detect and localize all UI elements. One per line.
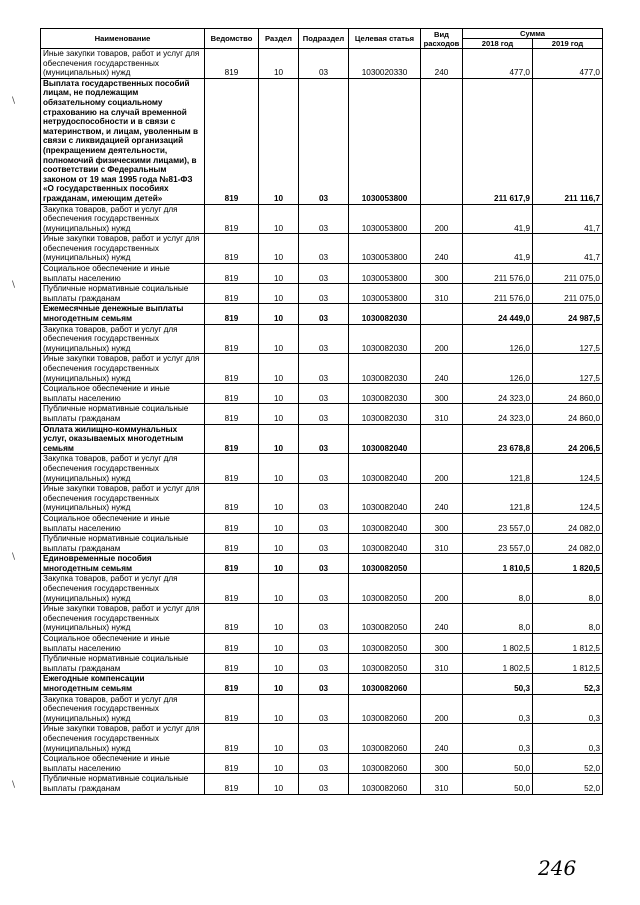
row-sum-2018: 477,0 <box>463 49 533 79</box>
row-celevaya: 1030082050 <box>349 654 421 674</box>
row-name: Ежемесячные денежные выплаты многодетным семьям <box>41 304 205 324</box>
table-row <box>41 654 603 674</box>
row-vid: 300 <box>421 513 463 533</box>
row-podrazdel: 03 <box>299 234 349 264</box>
row-vid: 310 <box>421 774 463 794</box>
row-razdel: 10 <box>259 404 299 424</box>
row-name: Выплата государственных пособий лицам, не подлежащим обязательному социальному страхованию на случай временной нетрудоспособности и в связи с материнством, и лицам, уволенным в связи с ликвидацией организаций (прекращением деятельности, полномочий физическими лицами), в соответствии с Федеральным законом от 19 мая 1995 года №81-ФЗ «О государственных пособиях гражданам, имеющим детей» <box>41 78 205 204</box>
table-row <box>41 234 603 264</box>
row-razdel: 10 <box>259 634 299 654</box>
row-vid: 300 <box>421 754 463 774</box>
row-razdel: 10 <box>259 754 299 774</box>
row-celevaya: 1030082040 <box>349 513 421 533</box>
row-name: Социальное обеспечение и иные выплаты населению <box>41 264 205 284</box>
row-vedomstvo: 819 <box>205 534 259 554</box>
row-podrazdel: 03 <box>299 513 349 533</box>
row-sum-2018: 23 678,8 <box>463 424 533 454</box>
row-celevaya: 1030082050 <box>349 554 421 574</box>
row-sum-2019: 24 082,0 <box>533 534 603 554</box>
budget-table <box>40 28 603 795</box>
row-sum-2019: 211 075,0 <box>533 264 603 284</box>
row-podrazdel: 03 <box>299 674 349 694</box>
row-podrazdel: 03 <box>299 204 349 234</box>
table-row <box>41 49 603 79</box>
table-row <box>41 774 603 794</box>
row-sum-2018: 50,0 <box>463 754 533 774</box>
row-vid: 310 <box>421 404 463 424</box>
row-sum-2019: 52,0 <box>533 774 603 794</box>
row-razdel: 10 <box>259 424 299 454</box>
row-sum-2018: 50,3 <box>463 674 533 694</box>
table-row-section <box>41 304 603 324</box>
row-vedomstvo: 819 <box>205 204 259 234</box>
row-razdel: 10 <box>259 724 299 754</box>
row-razdel: 10 <box>259 384 299 404</box>
row-razdel: 10 <box>259 284 299 304</box>
row-podrazdel: 03 <box>299 264 349 284</box>
row-razdel: 10 <box>259 78 299 204</box>
row-celevaya: 1030082030 <box>349 324 421 354</box>
row-vedomstvo: 819 <box>205 234 259 264</box>
table-row-section <box>41 78 603 204</box>
row-podrazdel: 03 <box>299 604 349 634</box>
row-vedomstvo: 819 <box>205 454 259 484</box>
row-sum-2019: 127,5 <box>533 324 603 354</box>
row-sum-2019: 8,0 <box>533 574 603 604</box>
row-vid: 200 <box>421 204 463 234</box>
row-sum-2018: 41,9 <box>463 204 533 234</box>
row-podrazdel: 03 <box>299 454 349 484</box>
table-row <box>41 534 603 554</box>
row-celevaya: 1030082030 <box>349 354 421 384</box>
row-razdel: 10 <box>259 484 299 514</box>
row-vid: 200 <box>421 574 463 604</box>
row-vid: 240 <box>421 484 463 514</box>
row-celevaya: 1030082060 <box>349 754 421 774</box>
row-name: Публичные нормативные социальные выплаты гражданам <box>41 654 205 674</box>
row-celevaya: 1030082050 <box>349 574 421 604</box>
row-vedomstvo: 819 <box>205 304 259 324</box>
row-name: Закупка товаров, работ и услуг для обеспечения государственных (муниципальных) нужд <box>41 204 205 234</box>
row-celevaya: 1030053800 <box>349 284 421 304</box>
row-razdel: 10 <box>259 513 299 533</box>
row-sum-2018: 121,8 <box>463 484 533 514</box>
row-celevaya: 1030082040 <box>349 454 421 484</box>
row-razdel: 10 <box>259 774 299 794</box>
row-name: Публичные нормативные социальные выплаты гражданам <box>41 404 205 424</box>
row-sum-2018: 8,0 <box>463 604 533 634</box>
col-summa-header: Сумма <box>463 29 603 39</box>
row-vedomstvo: 819 <box>205 78 259 204</box>
row-podrazdel: 03 <box>299 654 349 674</box>
table-row <box>41 574 603 604</box>
row-sum-2019: 477,0 <box>533 49 603 79</box>
row-sum-2018: 1 802,5 <box>463 654 533 674</box>
row-celevaya: 1030082030 <box>349 404 421 424</box>
row-vedomstvo: 819 <box>205 49 259 79</box>
row-sum-2019: 0,3 <box>533 694 603 724</box>
row-vid <box>421 554 463 574</box>
row-vedomstvo: 819 <box>205 513 259 533</box>
row-name: Социальное обеспечение и иные выплаты населению <box>41 754 205 774</box>
row-podrazdel: 03 <box>299 354 349 384</box>
row-name: Иные закупки товаров, работ и услуг для обеспечения государственных (муниципальных) нужд <box>41 724 205 754</box>
col-name-header: Наименование <box>41 29 205 49</box>
row-sum-2018: 23 557,0 <box>463 513 533 533</box>
row-vid: 300 <box>421 264 463 284</box>
row-podrazdel: 03 <box>299 78 349 204</box>
row-celevaya: 1030082050 <box>349 604 421 634</box>
row-vedomstvo: 819 <box>205 264 259 284</box>
row-vedomstvo: 819 <box>205 654 259 674</box>
row-razdel: 10 <box>259 264 299 284</box>
row-razdel: 10 <box>259 674 299 694</box>
row-sum-2018: 211 576,0 <box>463 264 533 284</box>
row-vid: 200 <box>421 694 463 724</box>
row-celevaya: 1030020330 <box>349 49 421 79</box>
row-podrazdel: 03 <box>299 724 349 754</box>
row-sum-2018: 126,0 <box>463 354 533 384</box>
row-vid: 240 <box>421 604 463 634</box>
margin-mark: \ <box>12 96 16 106</box>
row-name: Закупка товаров, работ и услуг для обеспечения государственных (муниципальных) нужд <box>41 454 205 484</box>
row-name: Ежегодные компенсации многодетным семьям <box>41 674 205 694</box>
row-vedomstvo: 819 <box>205 324 259 354</box>
row-podrazdel: 03 <box>299 284 349 304</box>
table-row <box>41 754 603 774</box>
row-sum-2018: 8,0 <box>463 574 533 604</box>
margin-mark: \ <box>12 780 16 790</box>
row-sum-2019: 24 860,0 <box>533 384 603 404</box>
row-name: Социальное обеспечение и иные выплаты населению <box>41 513 205 533</box>
table-row <box>41 513 603 533</box>
table-row-section <box>41 424 603 454</box>
row-celevaya: 1030082030 <box>349 304 421 324</box>
row-celevaya: 1030053800 <box>349 264 421 284</box>
row-vedomstvo: 819 <box>205 754 259 774</box>
row-vedomstvo: 819 <box>205 284 259 304</box>
table-row <box>41 724 603 754</box>
row-podrazdel: 03 <box>299 574 349 604</box>
row-vid: 200 <box>421 324 463 354</box>
row-podrazdel: 03 <box>299 424 349 454</box>
row-razdel: 10 <box>259 454 299 484</box>
table-row <box>41 354 603 384</box>
row-sum-2019: 1 812,5 <box>533 634 603 654</box>
row-name: Закупка товаров, работ и услуг для обеспечения государственных (муниципальных) нужд <box>41 324 205 354</box>
row-celevaya: 1030082040 <box>349 484 421 514</box>
margin-mark: \ <box>12 280 16 290</box>
row-vid: 300 <box>421 384 463 404</box>
row-sum-2019: 124,5 <box>533 454 603 484</box>
row-celevaya: 1030082030 <box>349 384 421 404</box>
row-sum-2019: 211 075,0 <box>533 284 603 304</box>
row-podrazdel: 03 <box>299 774 349 794</box>
row-podrazdel: 03 <box>299 534 349 554</box>
table-row <box>41 634 603 654</box>
table-row <box>41 204 603 234</box>
row-vid: 240 <box>421 354 463 384</box>
page-number: 246 <box>538 856 577 880</box>
row-vid: 240 <box>421 234 463 264</box>
row-sum-2019: 24 860,0 <box>533 404 603 424</box>
row-sum-2019: 127,5 <box>533 354 603 384</box>
row-podrazdel: 03 <box>299 384 349 404</box>
row-sum-2019: 41,7 <box>533 234 603 264</box>
row-celevaya: 1030082060 <box>349 674 421 694</box>
row-sum-2018: 1 802,5 <box>463 634 533 654</box>
row-vid: 310 <box>421 654 463 674</box>
row-sum-2018: 211 576,0 <box>463 284 533 304</box>
row-podrazdel: 03 <box>299 694 349 724</box>
row-vedomstvo: 819 <box>205 724 259 754</box>
row-sum-2018: 24 323,0 <box>463 404 533 424</box>
table-row <box>41 604 603 634</box>
row-vedomstvo: 819 <box>205 404 259 424</box>
row-sum-2019: 52,3 <box>533 674 603 694</box>
table-row <box>41 484 603 514</box>
row-sum-2018: 41,9 <box>463 234 533 264</box>
margin-mark: \ <box>12 552 16 562</box>
row-vedomstvo: 819 <box>205 694 259 724</box>
row-vedomstvo: 819 <box>205 604 259 634</box>
row-sum-2018: 0,3 <box>463 724 533 754</box>
row-sum-2018: 24 449,0 <box>463 304 533 324</box>
table-body <box>41 49 603 795</box>
row-razdel: 10 <box>259 604 299 634</box>
table-row-section <box>41 674 603 694</box>
col-podrazdel-header: Подраздел <box>299 29 349 49</box>
table-row <box>41 324 603 354</box>
row-sum-2018: 24 323,0 <box>463 384 533 404</box>
col-year1-header: 2018 год <box>463 39 533 49</box>
row-sum-2019: 52,0 <box>533 754 603 774</box>
row-celevaya: 1030053800 <box>349 234 421 264</box>
row-name: Иные закупки товаров, работ и услуг для обеспечения государственных (муниципальных) нужд <box>41 49 205 79</box>
row-vedomstvo: 819 <box>205 574 259 604</box>
row-sum-2018: 121,8 <box>463 454 533 484</box>
row-razdel: 10 <box>259 554 299 574</box>
row-vid: 240 <box>421 724 463 754</box>
row-celevaya: 1030082060 <box>349 694 421 724</box>
row-podrazdel: 03 <box>299 49 349 79</box>
row-sum-2019: 8,0 <box>533 604 603 634</box>
row-podrazdel: 03 <box>299 484 349 514</box>
row-vedomstvo: 819 <box>205 634 259 654</box>
col-vid-header: Вид расходов <box>421 29 463 49</box>
row-name: Закупка товаров, работ и услуг для обеспечения государственных (муниципальных) нужд <box>41 574 205 604</box>
row-sum-2019: 211 116,7 <box>533 78 603 204</box>
row-podrazdel: 03 <box>299 324 349 354</box>
row-name: Публичные нормативные социальные выплаты гражданам <box>41 774 205 794</box>
row-celevaya: 1030082060 <box>349 724 421 754</box>
row-celevaya: 1030053800 <box>349 78 421 204</box>
row-razdel: 10 <box>259 694 299 724</box>
row-name: Иные закупки товаров, работ и услуг для обеспечения государственных (муниципальных) нужд <box>41 604 205 634</box>
row-razdel: 10 <box>259 534 299 554</box>
row-razdel: 10 <box>259 234 299 264</box>
row-razdel: 10 <box>259 204 299 234</box>
table-row <box>41 404 603 424</box>
row-celevaya: 1030082050 <box>349 634 421 654</box>
row-razdel: 10 <box>259 49 299 79</box>
row-name: Иные закупки товаров, работ и услуг для обеспечения государственных (муниципальных) нужд <box>41 484 205 514</box>
row-sum-2019: 24 206,5 <box>533 424 603 454</box>
row-name: Иные закупки товаров, работ и услуг для обеспечения государственных (муниципальных) нужд <box>41 234 205 264</box>
header-row <box>41 29 603 39</box>
row-vid: 310 <box>421 534 463 554</box>
col-vedomstvo-header: Ведомство <box>205 29 259 49</box>
row-name: Публичные нормативные социальные выплаты гражданам <box>41 534 205 554</box>
row-sum-2019: 41,7 <box>533 204 603 234</box>
row-vedomstvo: 819 <box>205 424 259 454</box>
row-vid: 310 <box>421 284 463 304</box>
row-razdel: 10 <box>259 324 299 354</box>
row-vid <box>421 78 463 204</box>
row-sum-2018: 126,0 <box>463 324 533 354</box>
col-razdel-header: Раздел <box>259 29 299 49</box>
row-podrazdel: 03 <box>299 404 349 424</box>
col-celevaya-header: Целевая статья <box>349 29 421 49</box>
row-sum-2019: 24 082,0 <box>533 513 603 533</box>
row-razdel: 10 <box>259 304 299 324</box>
row-sum-2019: 0,3 <box>533 724 603 754</box>
row-vid: 200 <box>421 454 463 484</box>
row-vedomstvo: 819 <box>205 484 259 514</box>
row-vedomstvo: 819 <box>205 674 259 694</box>
row-vid <box>421 424 463 454</box>
row-sum-2018: 1 810,5 <box>463 554 533 574</box>
row-sum-2019: 124,5 <box>533 484 603 514</box>
row-celevaya: 1030082040 <box>349 534 421 554</box>
row-celevaya: 1030082060 <box>349 774 421 794</box>
row-razdel: 10 <box>259 654 299 674</box>
row-vid <box>421 304 463 324</box>
row-celevaya: 1030053800 <box>349 204 421 234</box>
row-sum-2018: 50,0 <box>463 774 533 794</box>
row-vedomstvo: 819 <box>205 554 259 574</box>
row-podrazdel: 03 <box>299 634 349 654</box>
row-celevaya: 1030082040 <box>349 424 421 454</box>
row-name: Публичные нормативные социальные выплаты гражданам <box>41 284 205 304</box>
row-podrazdel: 03 <box>299 304 349 324</box>
row-podrazdel: 03 <box>299 554 349 574</box>
table-row <box>41 694 603 724</box>
row-podrazdel: 03 <box>299 754 349 774</box>
row-vid <box>421 674 463 694</box>
row-name: Иные закупки товаров, работ и услуг для обеспечения государственных (муниципальных) нужд <box>41 354 205 384</box>
table-row <box>41 454 603 484</box>
row-vedomstvo: 819 <box>205 774 259 794</box>
row-name: Социальное обеспечение и иные выплаты населению <box>41 634 205 654</box>
row-sum-2018: 211 617,9 <box>463 78 533 204</box>
table-row <box>41 264 603 284</box>
col-year2-header: 2019 год <box>533 39 603 49</box>
row-name: Единовременные пособия многодетным семьям <box>41 554 205 574</box>
table-row-section <box>41 554 603 574</box>
row-vid: 300 <box>421 634 463 654</box>
table-row <box>41 284 603 304</box>
row-sum-2018: 0,3 <box>463 694 533 724</box>
row-razdel: 10 <box>259 574 299 604</box>
row-sum-2019: 1 812,5 <box>533 654 603 674</box>
row-name: Закупка товаров, работ и услуг для обеспечения государственных (муниципальных) нужд <box>41 694 205 724</box>
row-name: Оплата жилищно-коммунальных услуг, оказываемых многодетным семьям <box>41 424 205 454</box>
row-vid: 240 <box>421 49 463 79</box>
row-vedomstvo: 819 <box>205 384 259 404</box>
table-row <box>41 384 603 404</box>
row-name: Социальное обеспечение и иные выплаты населению <box>41 384 205 404</box>
row-vedomstvo: 819 <box>205 354 259 384</box>
row-sum-2019: 24 987,5 <box>533 304 603 324</box>
row-razdel: 10 <box>259 354 299 384</box>
row-sum-2018: 23 557,0 <box>463 534 533 554</box>
row-sum-2019: 1 820,5 <box>533 554 603 574</box>
